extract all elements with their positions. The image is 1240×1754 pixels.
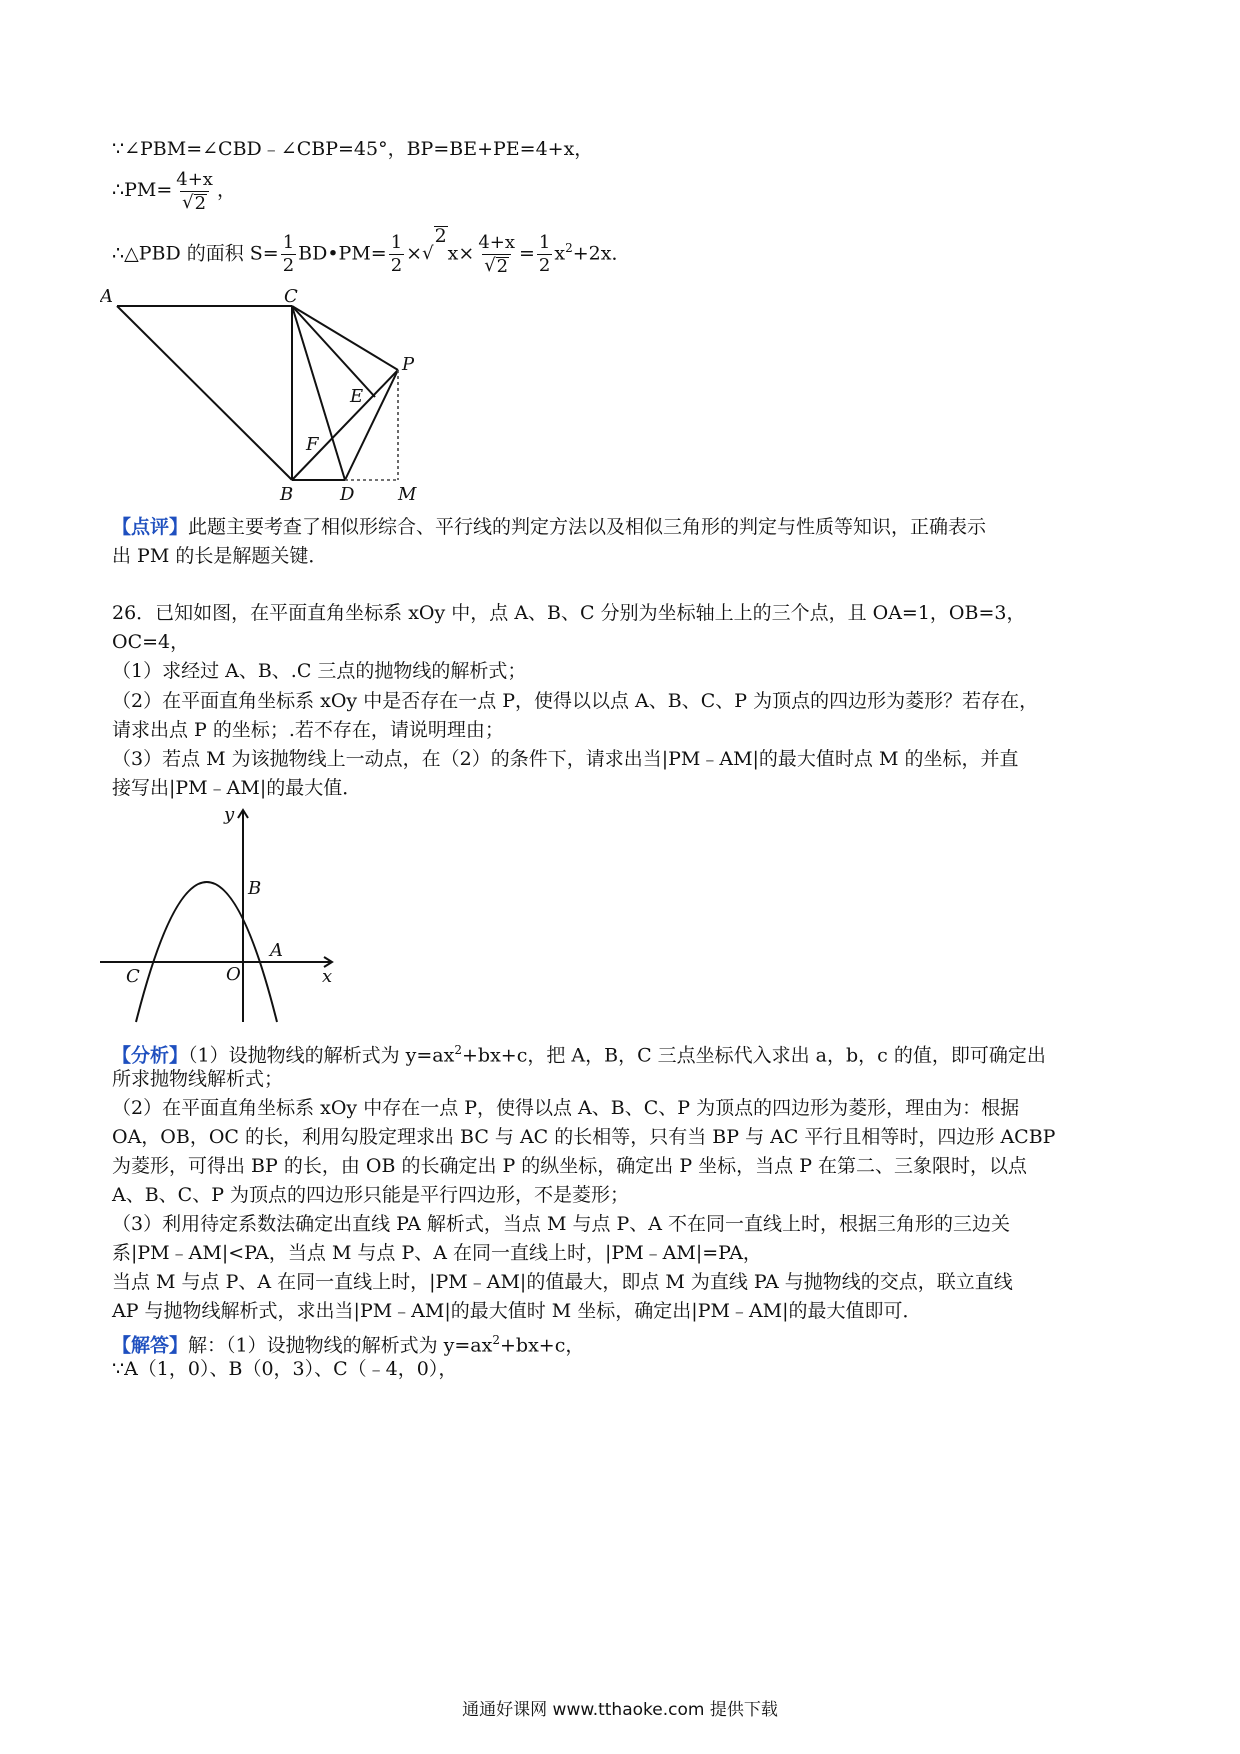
area-sqrt: √ 2 [422,225,447,265]
pm-fraction-numerator: 4+x [176,168,213,190]
problem-line-4: （2）在平面直角坐标系 xOy 中是否存在一点 P，使得以以点 A、B、C、P 为顶点的四边形为菱形？若存在， [112,690,1039,712]
solution-tag: 【解答】 [112,1334,189,1357]
solution-exponent: 2 [492,1333,500,1347]
parabola-curve [136,882,277,1022]
problem-line-7: 接写出|PM﹣AM|的最大值． [112,777,362,799]
label-d: D [340,484,355,505]
label-a: A [100,286,113,307]
label-y: y [224,804,235,825]
analysis-line-9: 当点 M 与点 P、A 在同一直线上时，|PM﹣AM|的值最大，即点 M 为直线 PA 与抛物线的交点，联立直线 [112,1271,1013,1293]
analysis-tag: 【分析】 [112,1044,189,1067]
fraction-denominator: 2 [282,254,295,276]
analysis-line-8: 系|PM﹣AM|<PA，当点 M 与点 P、A 在同一直线上时，|PM﹣AM|=PA， [112,1242,762,1264]
label-p: P [402,354,415,375]
label-b-point: B [248,878,262,899]
label-origin: O [226,964,241,985]
area-mid-1: BD•PM= [298,242,387,265]
segment-ab [117,306,292,480]
problem-line-5: 请求出点 P 的坐标；.若不存在，请说明理由； [112,719,504,741]
intro-line-2 [112,160,236,220]
segment-bp [292,370,398,480]
equals-sign: = [519,242,535,265]
label-b: B [280,484,294,505]
analysis-line-3: （2）在平面直角坐标系 xOy 中存在一点 P，使得以点 A、B、C、P 为顶点的四边形为菱形，理由为：根据 [112,1097,1020,1119]
solution-line-2: ∵A（1，0）、B（0，3）、C（﹣4，0）， [112,1358,458,1380]
tail-post: +2x． [572,242,631,265]
area-fraction-1 [281,232,296,277]
analysis-line-7: （3）利用待定系数法确定出直线 PA 解析式，当点 M 与点 P、A 不在同一直线上时，根据三角形的三边关 [112,1213,1011,1235]
label-e: E [350,386,364,407]
pm-fraction [174,169,215,214]
pm-suffix: ， [216,179,236,201]
label-m: M [398,484,417,505]
fraction-numerator: 1 [538,231,551,253]
area-fraction-2 [389,232,404,277]
pm-prefix: ∴PM= [112,179,173,201]
analysis-exponent: 2 [454,1043,462,1057]
problem-line-2: OC=4， [112,631,190,653]
fraction-denominator: √ 2 [482,254,511,277]
sqrt-argument: 2 [434,225,447,248]
tail-x: x [554,242,566,265]
problem-line-3: （1）求经过 A、B、.C 三点的抛物线的解析式； [112,660,527,682]
comment-text-1: 此题主要考查了相似形综合、平行线的判定方法以及相似三角形的判定与性质等知识，正确表示 [188,516,987,538]
analysis-line-5: 为菱形，可得出 BP 的长，由 OB 的长确定出 P 的纵坐标，确定出 P 坐标，当点 P 在第二、三象限时，以点 [112,1155,1028,1177]
problem-line-1: 26．已知如图，在平面直角坐标系 xOy 中，点 A、B、C 分别为坐标轴上上的三个点，且 OA=1，OB=3， [112,602,1026,624]
analysis-text-1b: +bx+c，把 A，B，C 三点坐标代入求出 a，b，c 的值，即可确定出 [461,1044,1046,1067]
label-c-point: C [126,966,140,987]
times-sign: × [406,242,423,265]
area-mid-2: x× [447,242,475,265]
label-x: x [322,966,333,987]
comment-line-1 [112,512,986,542]
area-prefix: ∴△PBD 的面积 S= [112,242,279,265]
label-f: F [306,434,319,455]
area-fraction-4 [537,232,552,277]
fraction-numerator: 1 [390,231,403,253]
solution-text-1a: 解：（1）设抛物线的解析式为 y=ax [188,1334,493,1357]
pm-fraction-denominator: √ 2 [180,191,209,214]
analysis-line-6: A、B、C、P 为顶点的四边形只能是平行四边形，不是菱形； [112,1184,630,1206]
tail-exponent: 2 [565,241,573,255]
problem-line-6: （3）若点 M 为该抛物线上一动点，在（2）的条件下，请求出当|PM﹣AM|的最大值时点 M 的坐标，并直 [112,748,1019,770]
comment-tag: 【点评】 [112,516,189,538]
analysis-line-4: OA，OB，OC 的长，利用勾股定理求出 BC 与 AC 的长相等，只有当 BP 与 AC 平行且相等时，四边形 ACBP [112,1126,1056,1148]
solution-text-1b: +bx+c， [499,1334,585,1357]
intro-line-1: ∵∠PBM=∠CBD﹣∠CBP=45°，BP=BE+PE=4+x， [112,138,594,160]
fraction-numerator: 4+x [478,231,515,253]
segment-ce [292,306,375,397]
fraction-denominator: 2 [390,254,403,276]
fraction-denominator: 2 [538,254,551,276]
analysis-line-2: 所求抛物线解析式； [112,1068,284,1090]
label-a-point: A [270,940,283,961]
area-fraction-3 [476,232,517,277]
parabola-figure [100,800,350,1030]
sqrt-argument: 2 [496,255,509,277]
comment-line-2: 出 PM 的长是解题关键． [112,545,328,567]
fraction-numerator: 1 [282,231,295,253]
analysis-text-1a: （1）设抛物线的解析式为 y=ax [188,1044,455,1067]
pm-sqrt-argument: 2 [194,192,207,214]
page-footer: 通通好课网 www.tthaoke.com 提供下载 [462,1700,778,1720]
analysis-line-10: AP 与抛物线解析式，求出当|PM﹣AM|的最大值时 M 坐标，确定出|PM﹣AM|的最大值即可． [112,1300,922,1322]
label-c: C [284,286,298,307]
intro-line-3 [112,218,630,284]
geometry-figure [100,280,440,510]
